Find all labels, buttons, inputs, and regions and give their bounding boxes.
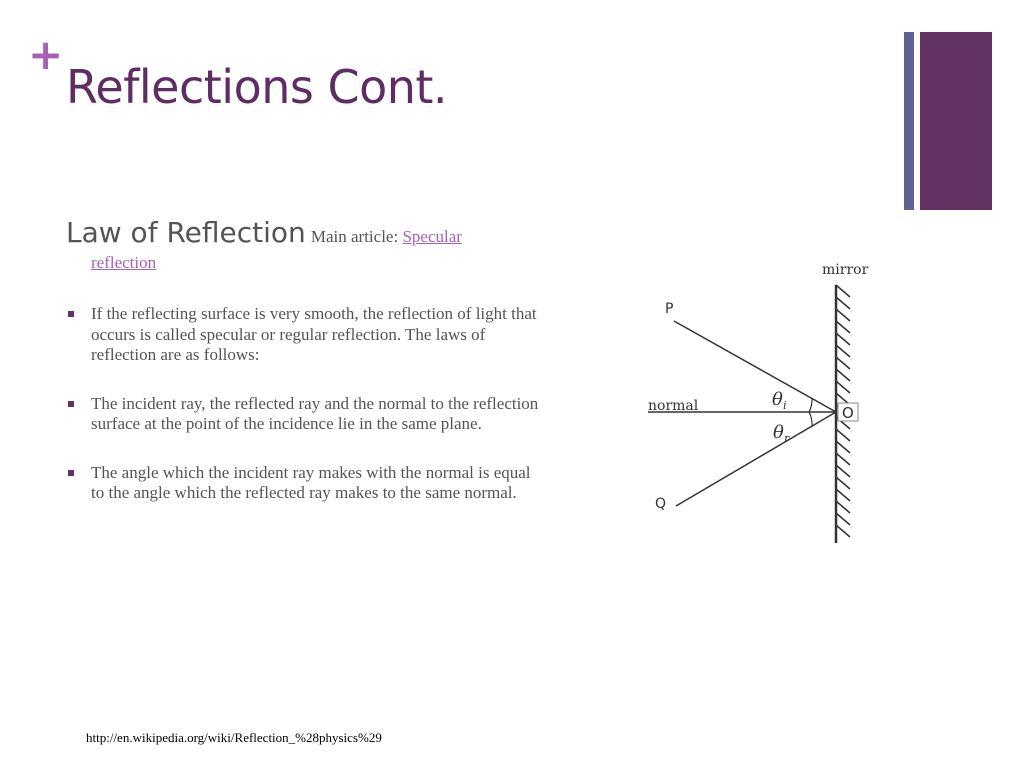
point-o-label: O bbox=[842, 404, 854, 422]
list-item bbox=[66, 463, 546, 504]
theta-i-subscript: i bbox=[783, 399, 787, 412]
theta-i-symbol: θ bbox=[772, 389, 783, 410]
main-article-prefix: Main article: bbox=[310, 227, 403, 246]
section-heading bbox=[66, 216, 546, 276]
slide-title: Reflections Cont. bbox=[66, 60, 448, 114]
reflection-diagram bbox=[640, 258, 880, 550]
bullet-list bbox=[66, 304, 546, 504]
bullet-square-icon bbox=[68, 401, 74, 407]
normal-label: normal bbox=[648, 398, 699, 414]
mirror-label: mirror bbox=[822, 262, 869, 278]
plus-icon: + bbox=[28, 30, 64, 79]
source-url: http://en.wikipedia.org/wiki/Reflection_%28physics%29 bbox=[86, 730, 382, 745]
decorative-bar-thick bbox=[920, 32, 992, 210]
list-item bbox=[66, 304, 546, 366]
bullet-text: If the reflecting surface is very smooth, the reflection of light that occurs is called specular or regular reflection. The laws of reflection are as follows: bbox=[91, 304, 537, 364]
decorative-bar-thin bbox=[904, 32, 914, 210]
angle-arc-reflected bbox=[809, 412, 812, 427]
specular-reflection-link[interactable]: Specular bbox=[402, 227, 462, 246]
bullet-square-icon bbox=[68, 470, 74, 476]
theta-r-subscript: r bbox=[784, 432, 790, 445]
angle-arc-incident bbox=[809, 398, 812, 412]
bullet-text: The angle which the incident ray makes with the normal is equal to the angle which the reflected ray makes to the same normal. bbox=[91, 462, 531, 502]
point-q-label: Q bbox=[655, 496, 667, 512]
bullet-square-icon bbox=[68, 311, 74, 317]
specular-reflection-link-cont[interactable]: reflection bbox=[91, 253, 157, 272]
list-item bbox=[66, 394, 546, 435]
bullet-text: The incident ray, the reflected ray and the normal to the reflection surface at the point of the incidence lie in the same plane. bbox=[91, 393, 539, 433]
theta-r-symbol: θ bbox=[773, 422, 784, 443]
heading-title: Law of Reflection bbox=[66, 216, 306, 249]
point-p-label: P bbox=[665, 301, 674, 317]
content-body bbox=[66, 216, 546, 532]
